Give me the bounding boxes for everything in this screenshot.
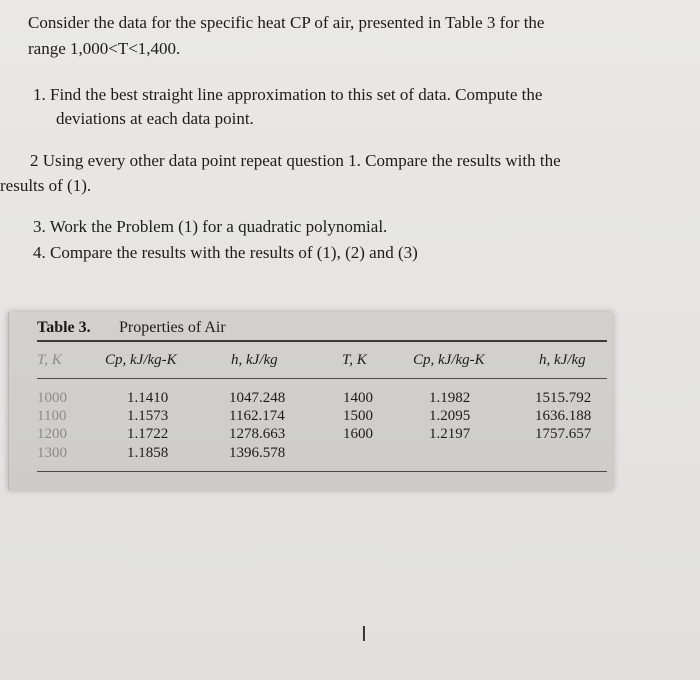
header-h-right: h, kJ/kg — [539, 352, 586, 368]
question-2-line-1: 2 Using every other data point repeat question 1. Compare the results with the — [30, 151, 561, 170]
cell-cp: 1.1573 — [127, 408, 169, 424]
intro-line-2: range 1,000<T<1,400. — [28, 39, 181, 58]
intro-line-1: Consider the data for the specific heat CP of air, presented in Table 3 for the — [28, 13, 545, 32]
cell-cp: 1.1722 — [127, 426, 169, 442]
header-cp-left: Cp, kJ/kg-K — [105, 352, 177, 368]
cell-t: 1400 — [343, 390, 373, 406]
cell-t: 1500 — [343, 408, 373, 424]
cell-h: 1757.657 — [535, 426, 592, 442]
cell-t: 1000 — [37, 390, 67, 406]
cell-t: 1100 — [37, 408, 67, 424]
cell-h: 1047.248 — [229, 390, 286, 406]
cell-h: 1636.188 — [535, 408, 592, 424]
table-top-rule — [37, 340, 607, 342]
cell-cp: 1.1982 — [429, 390, 471, 406]
cell-h: 1162.174 — [229, 408, 285, 424]
question-3: 3. Work the Problem (1) for a quadratic polynomial. — [33, 217, 388, 236]
question-2-line-2: results of (1). — [0, 176, 92, 195]
header-cp-right: Cp, kJ/kg-K — [413, 352, 485, 368]
table-title: Properties of Air — [119, 319, 226, 336]
question-4: 4. Compare the results with the results of (1), (2) and (3) — [33, 243, 418, 262]
cell-t: 1200 — [37, 426, 67, 442]
text-cursor-icon: I — [361, 622, 367, 646]
cell-h: 1278.663 — [229, 426, 286, 442]
cell-cp: 1.1858 — [127, 445, 169, 461]
table-bottom-rule — [37, 471, 607, 472]
cell-t: 1300 — [37, 445, 67, 461]
cell-cp: 1.2197 — [429, 426, 471, 442]
header-t-right: T, K — [342, 352, 367, 368]
cell-h: 1396.578 — [229, 445, 286, 461]
cell-cp: 1.2095 — [429, 408, 471, 424]
cell-cp: 1.1410 — [127, 390, 169, 406]
cell-t: 1600 — [343, 426, 373, 442]
table-number: Table 3. — [37, 319, 91, 336]
table-header-rule — [37, 378, 607, 379]
cell-h: 1515.792 — [535, 390, 592, 406]
question-1-line-2: deviations at each data point. — [56, 109, 254, 128]
header-t-left: T, K — [37, 352, 62, 368]
properties-table — [8, 312, 613, 490]
question-1-line-1: 1. Find the best straight line approximation to this set of data. Compute the — [33, 85, 543, 104]
header-h-left: h, kJ/kg — [231, 352, 278, 368]
